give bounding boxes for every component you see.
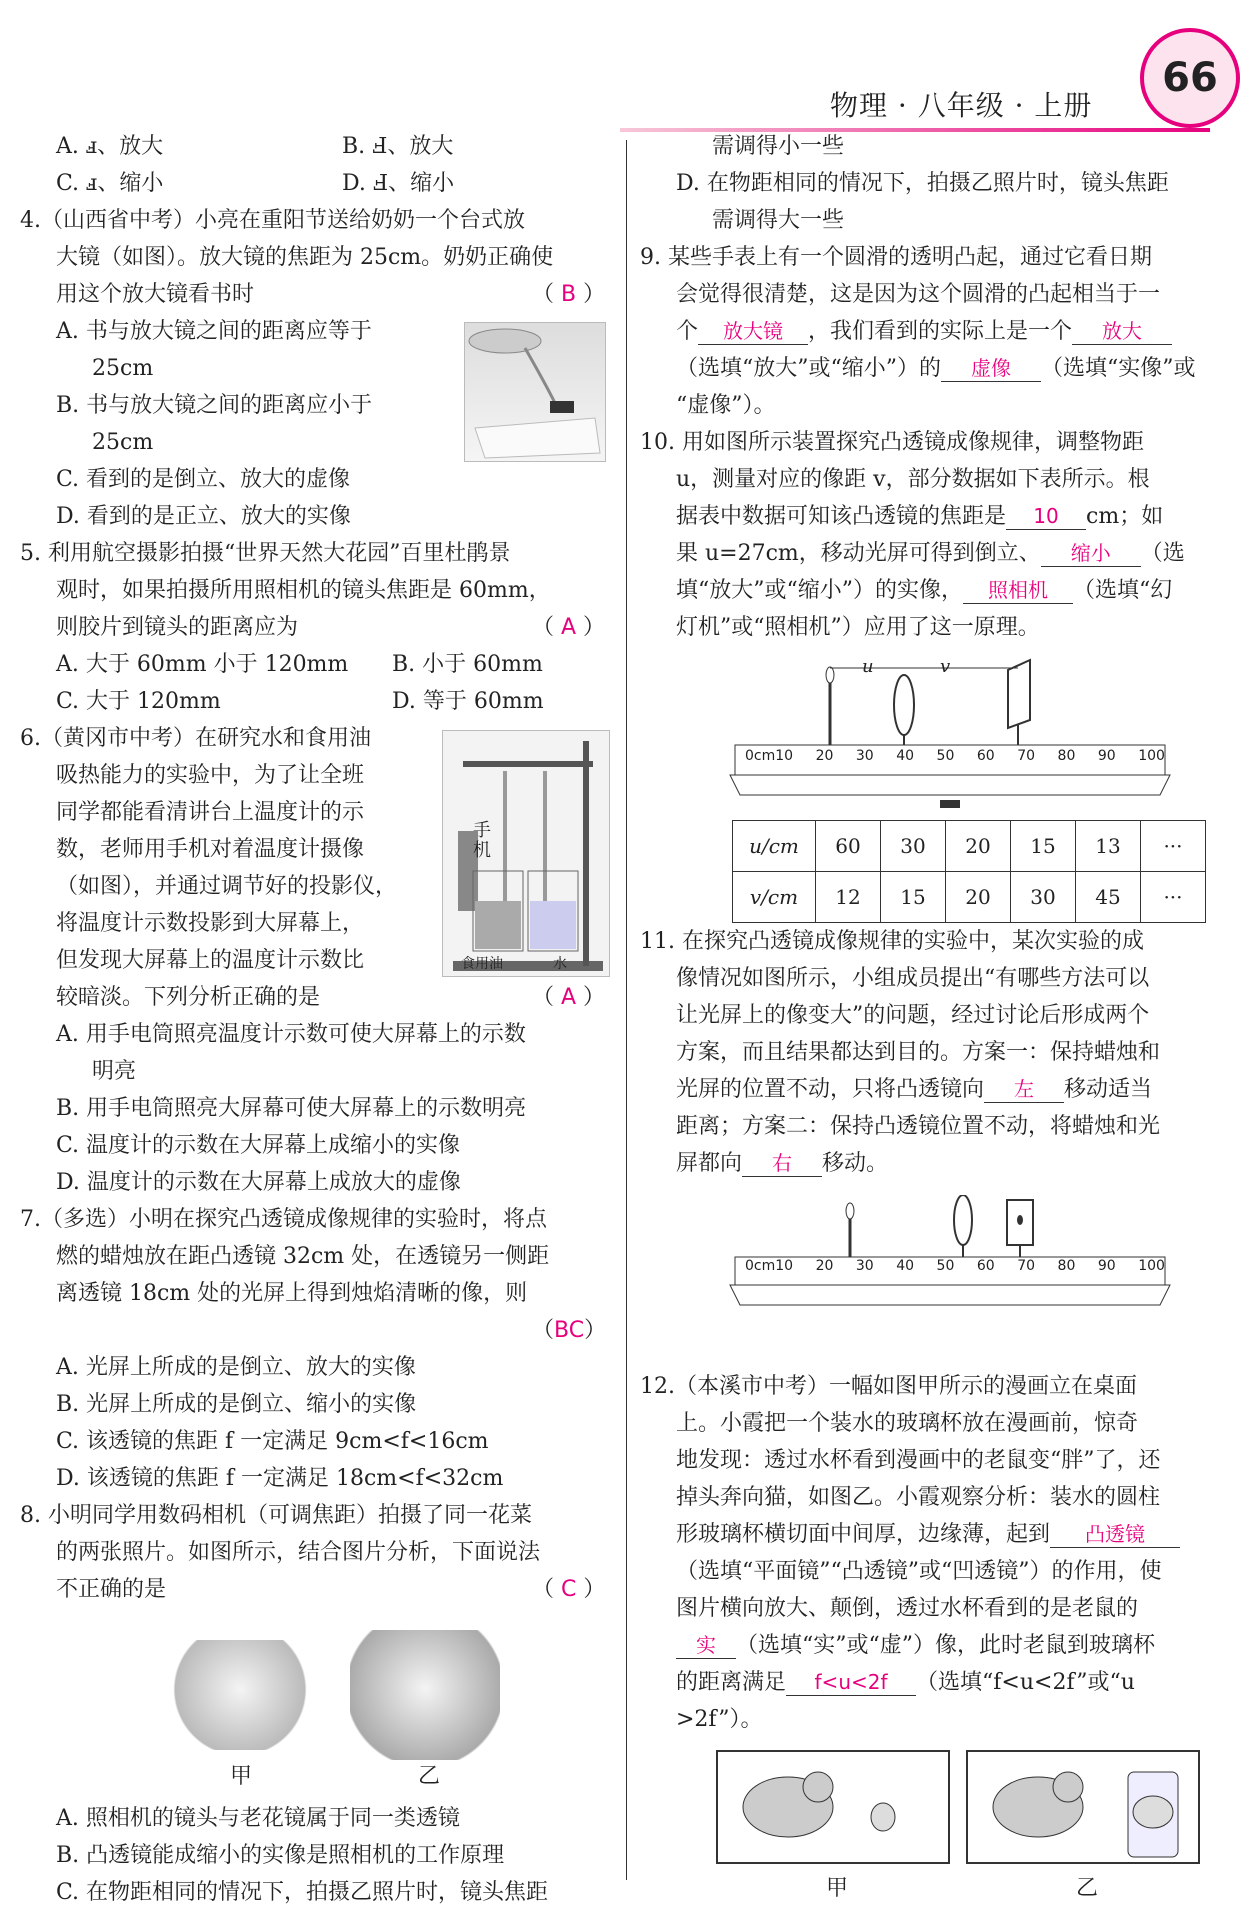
cauliflower-photo-a (170, 1640, 310, 1750)
q11-stem: 像情况如图所示，小组成员提出“有哪些方法可以 (676, 966, 1150, 991)
header-rule (620, 128, 1210, 132)
magnifier-photo (464, 322, 606, 462)
q9-stem: 会觉得很清楚，这是因为这个圆滑的凸起相当于一 (676, 282, 1161, 307)
ruler-ticks-1: 0cm10 20 30 40 50 60 70 80 90 100 (745, 748, 1165, 764)
q7-stem: 燃的蜡烛放在距凸透镜 32cm 处，在透镜另一侧距 (56, 1244, 550, 1269)
q9-stem: “虚像”）。 (676, 393, 776, 418)
q12-stem: >2f”）。 (676, 1707, 763, 1732)
q11-stem: 距离；方案二：保持凸透镜位置不动，将蜡烛和光 (676, 1114, 1161, 1139)
q4-option-a: A. 书与放大镜之间的距离应等于 (56, 319, 372, 344)
q7-option-d: D. 该透镜的焦距 f 一定满足 18cm<f<32cm (56, 1466, 504, 1491)
q8-answer: （ C ） (532, 1577, 606, 1602)
q11-stem: 11. 在探究凸透镜成像规律的实验中，某次实验的成 (640, 929, 1144, 954)
q7-option-b: B. 光屏上所成的是倒立、缩小的实像 (56, 1392, 417, 1417)
optical-bench-figure-2 (720, 1195, 1180, 1315)
photo-label-jia: 甲 (230, 1764, 253, 1789)
q6-stem: 较暗淡。下列分析正确的是 (56, 985, 321, 1010)
q4-option-c: C. 看到的是倒立、放大的虚像 (56, 467, 351, 492)
q3-option-c: C. ⅎ、缩小 (56, 171, 164, 196)
oil-label: 食用油 (461, 956, 503, 972)
q3-option-a: A. ⅎ、放大 (56, 134, 164, 159)
q12-stem: 地发现：透过水杯看到漫画中的老鼠变“胖”了，还 (676, 1448, 1161, 1473)
q12-stem: 掉头奔向猫，如图乙。小霞观察分析：装水的圆柱 (676, 1485, 1161, 1510)
q10-blank-3: 照相机 (963, 577, 1073, 604)
q6-stem: 将温度计示数投影到大屏幕上， (56, 911, 365, 936)
q6-stem: 数，老师用手机对着温度计摄像 (56, 837, 365, 862)
v-label: v (940, 656, 951, 677)
q8-option-d-cont: 需调得大一些 (712, 208, 845, 233)
q4-answer: （ B ） (532, 282, 606, 307)
q8-stem: 8. 小明同学用数码相机（可调焦距）拍摄了同一花菜 (20, 1503, 532, 1528)
q4-option-a: 25cm (92, 356, 154, 381)
q12-blank-2: 实 (676, 1632, 736, 1659)
q12-stem: 的距离满足 f<u<2f （选填“f<u<2f”或“u (676, 1670, 1135, 1695)
q12-blank-1: 凸透镜 (1050, 1521, 1180, 1548)
q10-stem: 填“放大”或“缩小”）的实像， 照相机 （选填“幻 (676, 578, 1173, 603)
q8-option-a: A. 照相机的镜头与老花镜属于同一类透镜 (56, 1806, 460, 1831)
q8-stem: 不正确的是 (56, 1577, 167, 1602)
cartoon-label-yi: 乙 (1076, 1876, 1099, 1901)
page-number: 66 (1140, 28, 1240, 128)
q8-option-b: B. 凸透镜能成缩小的实像是照相机的工作原理 (56, 1843, 505, 1868)
cartoon-label-jia: 甲 (826, 1876, 849, 1901)
q8-option-c-cont: 需调得小一些 (712, 134, 845, 159)
thermometer-photo (442, 730, 610, 977)
q4-option-b: B. 书与放大镜之间的距离应小于 (56, 393, 373, 418)
q12-stem: 图片横向放大、颠倒，透过水杯看到的是老鼠的 (676, 1596, 1139, 1621)
q4-stem: 用这个放大镜看书时 (56, 282, 255, 307)
q6-option-b: B. 用手电筒照亮大屏幕可使大屏幕上的示数明亮 (56, 1096, 527, 1121)
q10-stem: 果 u=27cm，移动光屏可得到倒立、 缩小 （选 (676, 541, 1185, 566)
q11-stem: 屏都向 右 移动。 (676, 1151, 889, 1176)
q8-option-c: C. 在物距相同的情况下，拍摄乙照片时，镜头焦距 (56, 1880, 549, 1905)
ruler-ticks-2: 0cm10 20 30 40 50 60 70 80 90 100 (745, 1258, 1165, 1274)
q6-option-d: D. 温度计的示数在大屏幕上成放大的虚像 (56, 1170, 461, 1195)
q12-stem: 上。小霞把一个装水的玻璃杯放在漫画前，惊奇 (676, 1411, 1139, 1436)
q12-stem: 实 （选填“实”或“虚”）像，此时老鼠到玻璃杯 (676, 1629, 1155, 1663)
q4-stem: 4.（山西省中考）小亮在重阳节送给奶奶一个台式放 (20, 208, 525, 233)
q9-stem: （选填“放大”或“缩小”）的 虚像 （选填“实像”或 (676, 356, 1196, 381)
cartoon-yi (966, 1750, 1200, 1864)
q3-option-d: D. Ⅎ、缩小 (342, 171, 455, 196)
q11-stem: 光屏的位置不动，只将凸透镜向 左 移动适当 (676, 1077, 1153, 1102)
water-label: 水 (553, 956, 567, 972)
q9-stem: 9. 某些手表上有一个圆滑的透明凸起，通过它看日期 (640, 245, 1152, 270)
q7-stem: 离透镜 18cm 处的光屏上得到烛焰清晰的像，则 (56, 1281, 528, 1306)
q6-stem: 但发现大屏幕上的温度计示数比 (56, 948, 365, 973)
q6-stem: 同学都能看清讲台上温度计的示 (56, 800, 365, 825)
q6-option-a: A. 用手电筒照亮温度计示数可使大屏幕上的示数 (56, 1022, 526, 1047)
q8-option-d: D. 在物距相同的情况下，拍摄乙照片时，镜头焦距 (676, 171, 1169, 196)
q11-stem: 方案，而且结果都达到目的。方案一：保持蜡烛和 (676, 1040, 1161, 1065)
q12-stem: 12.（本溪市中考）一幅如图甲所示的漫画立在桌面 (640, 1374, 1137, 1399)
column-divider (626, 140, 627, 1880)
u-label: u (862, 656, 874, 677)
q4-option-b: 25cm (92, 430, 154, 455)
q6-answer: （ A ） (532, 985, 606, 1010)
q6-stem: （如图），并通过调节好的投影仪， (56, 874, 398, 899)
uv-table (732, 820, 1206, 923)
q12-stem: 形玻璃杯横切面中间厚，边缘薄，起到 凸透镜 (676, 1518, 1180, 1552)
q5-stem: 5. 利用航空摄影拍摄“世界天然大花园”百里杜鹃景 (20, 541, 511, 566)
phone-label: 手机 (473, 820, 491, 861)
q10-stem: 据表中数据可知该凸透镜的焦距是 10 cm；如 (676, 504, 1164, 529)
book-title: 物理 · 八年级 · 上册 (830, 89, 1093, 122)
table-row: v/cm 12 15 20 30 45 ··· (733, 872, 1206, 923)
q4-option-d: D. 看到的是正立、放大的实像 (56, 504, 351, 529)
q5-option-b: B. 小于 60mm (392, 652, 543, 677)
q5-stem: 则胶片到镜头的距离应为 (56, 615, 299, 640)
cartoon-jia (716, 1750, 950, 1864)
q6-stem: 6.（黄冈市中考）在研究水和食用油 (20, 726, 371, 751)
photo-label-yi: 乙 (418, 1764, 441, 1789)
q9-blank-2: 放大 (1072, 318, 1172, 345)
q4-stem: 大镜（如图）。放大镜的焦距为 25cm。奶奶正确使 (56, 245, 554, 270)
q7-option-a: A. 光屏上所成的是倒立、放大的实像 (56, 1355, 416, 1380)
q9-stem: 个 放大镜 ，我们看到的实际上是一个 放大 (676, 315, 1172, 349)
q10-blank-1: 10 (1006, 503, 1086, 530)
q5-option-d: D. 等于 60mm (392, 689, 544, 714)
table-row: u/cm 60 30 20 15 13 ··· (733, 821, 1206, 872)
q6-stem: 吸热能力的实验中，为了让全班 (56, 763, 365, 788)
q8-stem: 的两张照片。如图所示，结合图片分析，下面说法 (56, 1540, 541, 1565)
q5-stem: 观时，如果拍摄所用照相机的镜头焦距是 60mm， (56, 578, 551, 603)
q11-blank-2: 右 (742, 1150, 822, 1177)
q11-stem: 让光屏上的像变大”的问题，经过讨论后形成两个 (676, 1003, 1150, 1028)
q10-stem: 灯机”或“照相机”）应用了这一原理。 (676, 615, 1040, 640)
q7-option-c: C. 该透镜的焦距 f 一定满足 9cm<f<16cm (56, 1429, 489, 1454)
q12-blank-3: f<u<2f (786, 1669, 916, 1696)
q10-stem: u，测量对应的像距 v，部分数据如下表所示。根 (676, 467, 1150, 492)
q5-option-a: A. 大于 60mm 小于 120mm (56, 652, 349, 677)
q3-option-b: B. Ⅎ、放大 (342, 134, 454, 159)
q7-stem: 7.（多选）小明在探究凸透镜成像规律的实验时，将点 (20, 1207, 547, 1232)
q5-answer: （ A ） (532, 615, 606, 640)
q7-answer: （BC） (532, 1318, 607, 1343)
q6-option-c: C. 温度计的示数在大屏幕上成缩小的实像 (56, 1133, 461, 1158)
q9-blank-3: 虚像 (941, 355, 1041, 382)
q6-option-a: 明亮 (92, 1059, 137, 1084)
q9-blank-1: 放大镜 (698, 318, 808, 345)
cauliflower-photo-b (350, 1630, 500, 1760)
q11-blank-1: 左 (984, 1076, 1064, 1103)
q10-blank-2: 缩小 (1041, 540, 1141, 567)
q12-stem: （选填“平面镜”“凸透镜”或“凹透镜”）的作用，使 (676, 1559, 1162, 1584)
q5-option-c: C. 大于 120mm (56, 689, 221, 714)
q10-stem: 10. 用如图所示装置探究凸透镜成像规律，调整物距 (640, 430, 1144, 455)
